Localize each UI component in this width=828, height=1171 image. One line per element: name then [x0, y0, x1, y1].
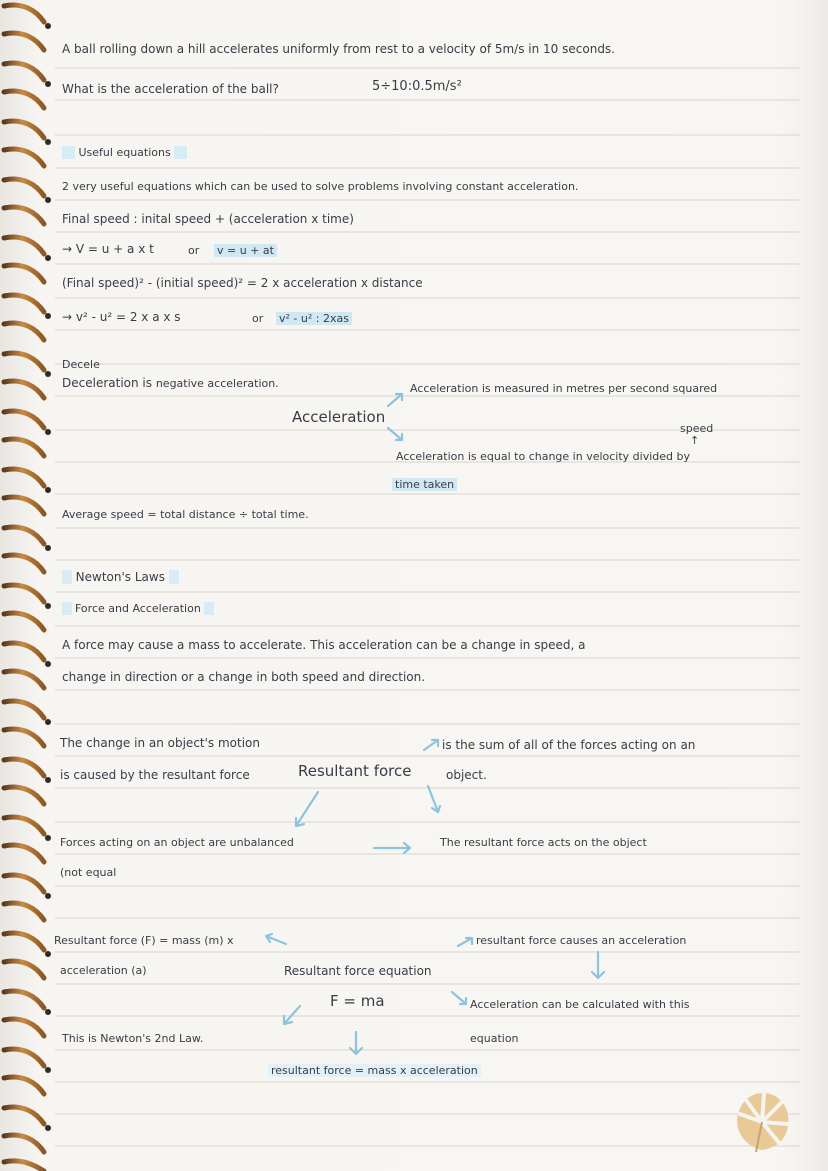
equation-2-symbol: → v² - u² = 2 x a x s: [62, 310, 181, 324]
deceleration-top: Decele: [62, 358, 100, 371]
equation-2-words: (Final speed)² - (initial speed)² = 2 x acceleration x distance: [62, 276, 423, 290]
question-answer: 5÷10:0.5m/s²: [372, 79, 462, 94]
equation-left-1: Resultant force (F) = mass (m) x: [54, 934, 234, 947]
forces-unbalanced-2: (not equal: [60, 866, 117, 879]
equation-right-2: Acceleration can be calculated with this: [470, 998, 690, 1011]
equation-bottom: resultant force = mass x acceleration: [268, 1064, 481, 1078]
speed-note: speed: [680, 422, 714, 435]
equation-left-2: acceleration (a): [60, 964, 147, 977]
newton-heading: Newton's Laws: [62, 570, 179, 584]
question-line-1: A ball rolling down a hill accelerates uniformly from rest to a velocity of 5m/s in 10 seconds.: [62, 42, 615, 56]
equation-right-1: resultant force causes an acceleration: [476, 934, 687, 947]
up-arrow-icon: ↑: [690, 434, 700, 447]
equation-1-symbol: → V = u + a x t: [62, 242, 154, 256]
equation-2-or: or: [252, 312, 264, 325]
useful-intro: 2 very useful equations which can be used to solve problems involving constant acceleration.: [62, 180, 579, 193]
resultant-center-label: Resultant force: [298, 762, 412, 780]
time-taken: time taken: [392, 478, 457, 492]
resultant-acts: The resultant force acts on the object: [440, 836, 647, 849]
deceleration-line: Deceleration is negative acceleration.: [62, 376, 279, 390]
acceleration-equal: Acceleration is equal to change in velocity divided by: [396, 450, 691, 463]
newton-paragraph-1: A force may cause a mass to accelerate. This acceleration can be a change in speed, a: [62, 638, 586, 652]
equation-center-label: Resultant force equation: [284, 964, 432, 978]
equation-right-3: equation: [470, 1032, 519, 1045]
acceleration-measured: Acceleration is measured in metres per second squared: [410, 382, 718, 395]
equation-1-words: Final speed : inital speed + (acceleration x time): [62, 212, 354, 226]
average-speed: Average speed = total distance ÷ total time.: [62, 508, 309, 521]
resultant-left-1: The change in an object's motion: [60, 736, 260, 750]
acceleration-center-label: Acceleration: [292, 408, 386, 426]
monstera-leaf-icon: [732, 1088, 792, 1152]
resultant-right-2: object.: [446, 768, 487, 782]
question-line-2: What is the acceleration of the ball?: [62, 82, 279, 96]
equation-2-alt: v² - u² : 2xas: [276, 312, 352, 326]
useful-heading-text: Useful equations: [78, 146, 171, 159]
resultant-right-1: is the sum of all of the forces acting on an: [442, 738, 696, 752]
equation-1-alt: v = u + at: [214, 244, 277, 258]
forces-unbalanced-1: Forces acting on an object are unbalanced: [60, 836, 294, 849]
newton-paragraph-2: change in direction or a change in both speed and direction.: [62, 670, 426, 684]
equation-formula: F = ma: [330, 992, 385, 1010]
equation-1-or: or: [188, 244, 200, 257]
newtons-second-law: This is Newton's 2nd Law.: [62, 1032, 204, 1045]
resultant-left-2: is caused by the resultant force: [60, 768, 250, 782]
newton-subheading: Force and Acceleration: [62, 602, 214, 616]
